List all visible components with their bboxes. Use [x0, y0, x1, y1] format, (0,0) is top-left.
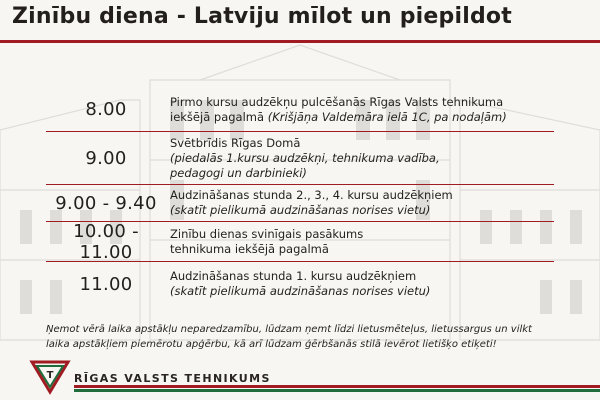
description-note: (skatīt pielikumā audzināšanas norises vietu)	[170, 284, 431, 298]
description-line: Pirmo kursu audzēkņu pulcēšanās Rīgas Valsts tehnikuma	[170, 94, 504, 109]
brand-divider-red	[74, 385, 600, 388]
schedule-description	[166, 95, 554, 125]
notice-line: laika apstākļiem piemērotu apģērbu, kā arī lūdzam ģērbšanās stilā ievērot lietišķo etiķeti!	[46, 339, 497, 350]
schedule-row	[46, 222, 554, 262]
schedule-description	[166, 136, 554, 181]
description-line: Svētbrīdis Rīgas Domā	[170, 135, 301, 150]
schedule-time: 8.00	[85, 99, 127, 120]
schedule-row	[46, 262, 554, 306]
schedule-row	[46, 132, 554, 185]
schedule-row	[46, 185, 554, 222]
weather-notice	[46, 322, 556, 352]
school-logo-icon	[28, 356, 72, 396]
school-name: RĪGAS VALSTS TEHNIKUMS	[74, 372, 271, 385]
title-divider	[0, 40, 600, 43]
schedule-description	[166, 269, 554, 299]
schedule-row	[46, 88, 554, 132]
notice-line: Ņemot vērā laika apstākļu neparedzamību, lūdzam ņemt līdzi lietusmēteļus, lietussargus un vilkt	[46, 324, 532, 335]
description-note: (piedalās 1.kursu audzēkņi, tehnikuma vadība,	[170, 150, 440, 165]
description-line-wrap	[170, 110, 554, 125]
schedule-description	[166, 227, 554, 257]
brand-divider-green	[74, 389, 600, 392]
schedule-list	[46, 88, 554, 306]
schedule-time: 9.00 - 9.40	[55, 192, 157, 214]
description-line: Audzināšanas stunda 2., 3., 4. kursu audzēkņiem	[170, 188, 453, 202]
description-line: Audzināšanas stunda 1. kursu audzēkņiem	[170, 269, 417, 283]
svg-text:T: T	[46, 370, 54, 381]
schedule-time: 9.00	[85, 147, 127, 169]
schedule-time: 10.00 - 11.00	[73, 220, 139, 263]
description-note: (skatīt pielikumā audzināšanas norises vietu)	[170, 203, 431, 217]
description-note: (Krišjāņa Valdemāra ielā 1C, pa nodaļām)	[267, 109, 507, 124]
description-line: tehnikuma iekšējā pagalmā	[170, 241, 329, 256]
schedule-time: 11.00	[79, 273, 133, 295]
schedule-description	[166, 188, 554, 218]
page-title: Zinību diena - Latviju mīlot un piepildot	[12, 4, 512, 29]
description-note: pedagogi un darbinieki)	[170, 165, 307, 180]
description-line: iekšējā pagalmā	[170, 109, 268, 124]
description-line: Zinību dienas svinīgais pasākums	[170, 226, 364, 241]
